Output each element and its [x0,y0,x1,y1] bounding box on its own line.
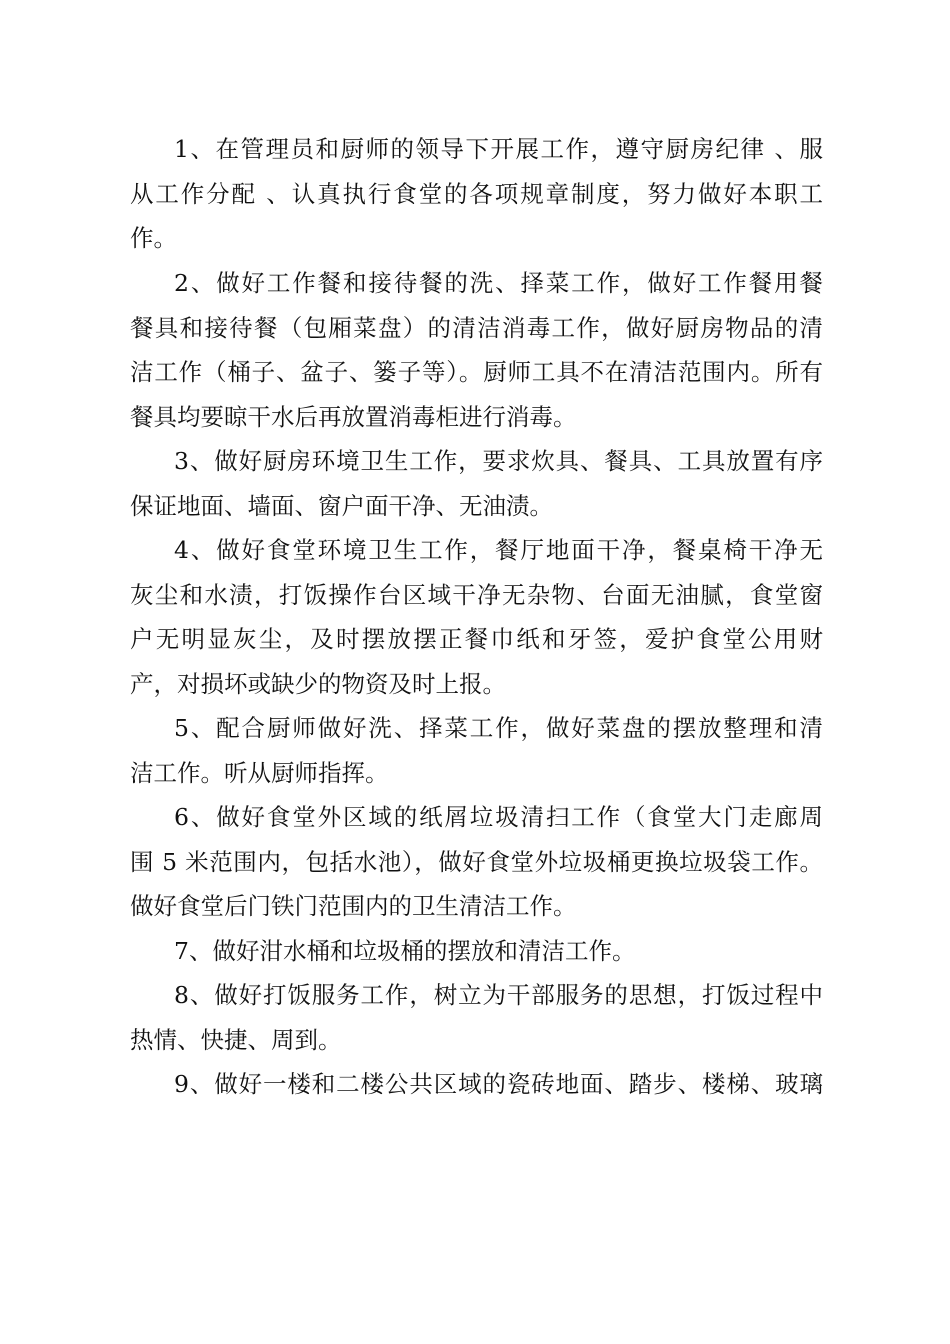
text-line: 5、配合厨师做好洗、择菜工作，做好菜盘的摆放整理和清 [174,714,823,742]
paragraph-4 [130,528,823,706]
paragraph-7 [130,929,823,974]
paragraph-6 [130,795,823,929]
text-line: 6、做好食堂外区域的纸屑垃圾清扫工作（食堂大门走廊周 [174,803,823,831]
text-line: 保证地面、墙面、窗户面干净、无油渍。 [130,491,553,520]
paragraph-9 [130,1062,823,1107]
paragraph-3 [130,439,823,528]
text-line: 作。 [130,224,177,252]
text-line: 产，对损坏或缺少的物资及时上报。 [130,669,506,698]
paragraph-5 [130,706,823,795]
text-line: 餐具均要晾干水后再放置消毒柜进行消毒。 [130,402,577,431]
text-line: 3、做好厨房环境卫生工作，要求炊具、餐具、工具放置有序 [174,447,823,475]
text-line: 餐具和接待餐（包厢菜盘）的清洁消毒工作，做好厨房物品的清 [130,313,823,342]
text-line: 灰尘和水渍，打饭操作台区域干净无杂物、台面无油腻，食堂窗 [130,580,823,609]
text-line: 洁工作（桶子、盆子、篓子等）。厨师工具不在清洁范围内。所有 [130,358,823,386]
text-line: 2、做好工作餐和接待餐的洗、择菜工作，做好工作餐用餐 [174,269,823,297]
text-line: 做好食堂后门铁门范围内的卫生清洁工作。 [130,892,577,920]
paragraph-2 [130,261,823,439]
text-line: 7、做好泔水桶和垃圾桶的摆放和清洁工作。 [174,936,636,965]
paragraph-8 [130,973,823,1062]
text-line: 热情、快捷、周到。 [130,1025,342,1054]
paragraph-1 [130,127,823,261]
document-body [130,127,823,1107]
text-line: 9、做好一楼和二楼公共区域的瓷砖地面、踏步、楼梯、玻璃 [174,1070,823,1098]
text-line: 1、在管理员和厨师的领导下开展工作，遵守厨房纪律 、服 [174,135,823,163]
text-line: 4、做好食堂环境卫生工作，餐厅地面干净，餐桌椅干净无 [174,536,823,564]
text-line: 洁工作。听从厨师指挥。 [130,758,389,787]
text-line: 8、做好打饭服务工作，树立为干部服务的思想，打饭过程中 [174,981,823,1009]
text-line: 从工作分配 、认真执行食堂的各项规章制度，努力做好本职工 [130,179,823,208]
text-line: 围 5 米范围内，包括水池），做好食堂外垃圾桶更换垃圾袋工作。 [130,847,823,876]
text-line: 户无明显灰尘，及时摆放摆正餐巾纸和牙签，爱护食堂公用财 [130,625,823,653]
